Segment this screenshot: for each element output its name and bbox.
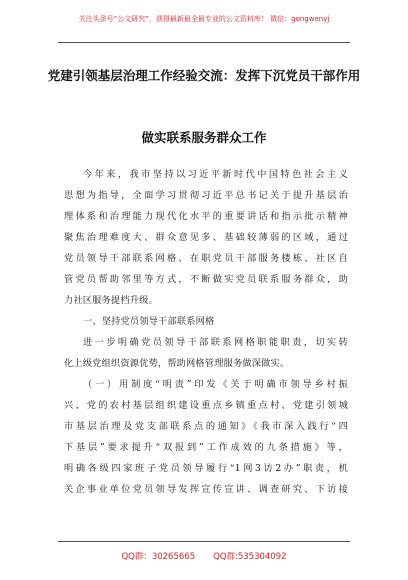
document-title-line-1: 党建引领基层治理工作经验交流：发挥下沉党员干部作用 xyxy=(47,68,361,83)
document-title-line-2: 做实联系服务群众工作 xyxy=(141,130,267,145)
paragraph-line: 聚焦治理难度大、群众意见多、基础较薄弱的区域，通过 xyxy=(64,232,348,243)
paragraph-line: 兴、党的农村基层组织建设重点乡镇重点村、党建引领城 xyxy=(64,400,348,411)
paragraph-line: 关企事业单位党员领导发挥宣传宣讲、调查研究、下访接 xyxy=(64,484,348,495)
paragraph-line: 今年来，我市坚持以习近平新时代中国特色社会主义 xyxy=(83,169,348,180)
document-body xyxy=(64,164,348,500)
paragraph-line: 进一步明确党员领导干部联系网格职能职责，切实转 xyxy=(83,337,348,348)
header-banner: 关注头条号“公文研究”，获得最新最全最专业的公文资料库！ 微信：gongwenyj xyxy=(78,15,330,23)
footer xyxy=(0,550,408,562)
paragraph-line: 党员领导干部联系网格、在职党员干部服务楼栋、社区自 xyxy=(64,253,348,264)
paragraph-line: 思想为指导，全面学习贯彻习近平总书记关于提升基层治 xyxy=(64,190,348,201)
footer-qq-group-2: QQ群:535304092 xyxy=(213,552,287,562)
section-heading: 一、坚持党员领导干部联系网格 xyxy=(83,316,215,327)
paragraph-line: 明确各级四家班子党员领导履行“1网3访2办”职责，机 xyxy=(64,463,348,474)
paragraph-line: 市基层治理及党支部联系点的通知》《我市深入践行“四 xyxy=(64,421,348,432)
paragraph-line: 力社区服务提档升级。 xyxy=(64,295,158,306)
paragraph-line: 下基层”要求提升“双报到”工作成效的九条措施》等， xyxy=(64,442,348,453)
paragraph-line: 化上级党组织资源优势，帮助网格管理服务做深做实。 xyxy=(64,358,290,369)
paragraph-line: 理体系和治理能力现代化水平的重要讲话和指示批示精神 xyxy=(64,211,348,222)
footer-divider xyxy=(58,541,350,542)
footer-qq-group-1: QQ群：30265665 xyxy=(121,552,196,562)
paragraph-line: 管党员帮助邻里等方式，不断做实党员联系服务群众，助 xyxy=(64,274,348,285)
paragraph-line: （一）用制度“明责”印发《关于明确市领导乡村振 xyxy=(83,379,348,390)
header-divider xyxy=(58,42,350,43)
